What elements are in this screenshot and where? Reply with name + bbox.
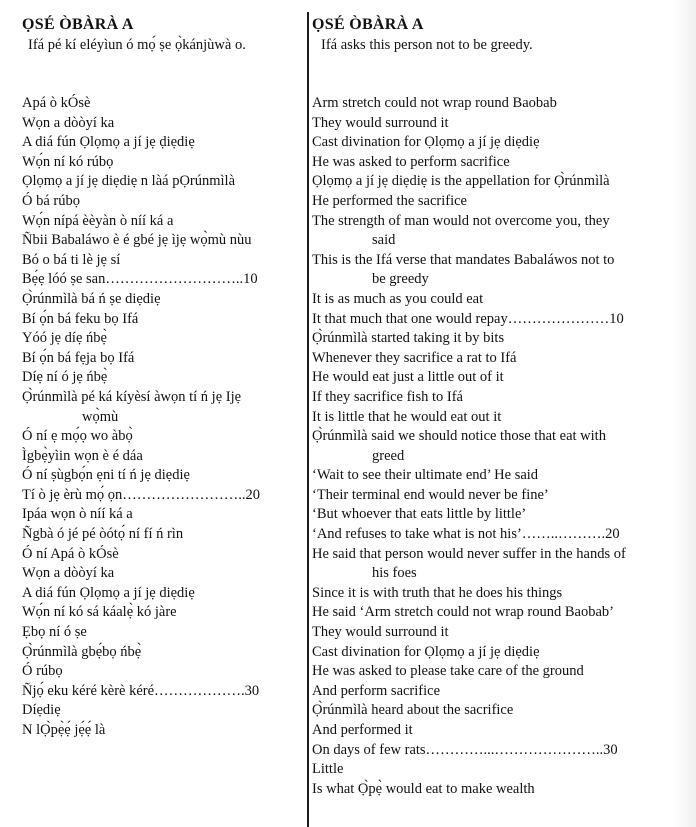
- english-verse-lines: [312, 94, 694, 799]
- verse-line: A diá fún Ọlọmọ a jí jẹ diẹdiẹ: [22, 584, 195, 601]
- verse-line: Little: [312, 761, 344, 778]
- verse-line: Is what Ọ̀pẹ̀ would eat to make wealth: [312, 780, 535, 797]
- verse-line: Ọ̀rúnmìlà pé ká kíyèsí àwọn tí ń jẹ Ijẹ: [22, 388, 242, 405]
- verse-line: Ó ní ṣùgbọ́n ẹni tí ń jẹ diẹdiẹ: [22, 467, 190, 484]
- verse-line: Ó ní ẹ mọ́ọ wo àbọ̀: [22, 428, 133, 445]
- verse-line: Ìgbẹ̀yìin wọn è é dáa: [22, 447, 143, 464]
- verse-line: ‘Their terminal end would never be fine’: [312, 486, 549, 503]
- verse-line: Ọ̀rúnmìlà gbẹ́bọ ńbẹ̀: [22, 643, 142, 660]
- verse-line: He would eat just a little out of it: [312, 369, 504, 386]
- verse-line: This is the Ifá verse that mandates Babaláwos not to: [312, 251, 615, 268]
- verse-line: They would surround it: [312, 624, 449, 641]
- verse-line: Ẹbọ ní ó ṣe: [22, 624, 87, 641]
- english-title: ỌSÉ ÒBÀRÀ A: [312, 16, 424, 33]
- verse-line: ‘And refuses to take what is not his’……..……….20: [312, 526, 620, 543]
- verse-line: And performed it: [312, 722, 413, 738]
- verse-line: ‘Wait to see their ultimate end’ He said: [312, 467, 539, 484]
- verse-line: Ọ̀rúnmìlà started taking it by bits: [312, 330, 505, 347]
- verse-line: Ọlọmọ a jí jẹ diẹdiẹ n làá pỌrúnmìlà: [22, 173, 236, 190]
- verse-line: wọ̀mù: [82, 408, 119, 425]
- verse-line: Since it is with truth that he does his things: [312, 584, 563, 601]
- verse-line: Wọ́n nípá èèyàn ò níí ká a: [22, 212, 174, 229]
- verse-line: Ọ̀rúnmìlà bá ń ṣe diẹdiẹ: [22, 290, 161, 307]
- verse-line: Bí ọ́n bá feku bọ Ifá: [22, 310, 139, 327]
- verse-line: Wọn a dòòyí ka: [22, 565, 115, 582]
- verse-line: Yóó jẹ díẹ ńbẹ̀: [22, 330, 107, 347]
- verse-line: The strength of man would not overcome you, they: [312, 212, 610, 229]
- verse-line: Tí ò jẹ èrù mọ́ ọn……………………..20: [22, 486, 261, 503]
- verse-line: Bó o bá ti lè jẹ sí: [22, 251, 121, 268]
- verse-line: Whenever they sacrifice a rat to Ifá: [312, 349, 517, 366]
- verse-line: Díẹ ní ó jẹ ńbẹ̀: [22, 369, 108, 386]
- verse-line: Ọ̀rúnmìlà heard about the sacrifice: [312, 702, 514, 719]
- verse-line: Bí ọ́n bá fẹja bọ Ifá: [22, 349, 135, 366]
- verse-line: Ñjọ́ eku kéré kèrè kéré……………….30: [22, 682, 260, 699]
- verse-line: And perform sacrifice: [312, 682, 441, 699]
- verse-line: Wọ́n ní kó rúbọ: [22, 153, 114, 170]
- verse-line: Wọ́n ní kó sá káalẹ̀ kó jàre: [22, 604, 177, 621]
- verse-line: Ñbii Babaláwo è é gbé jẹ ìjẹ wọ̀mù nùu: [22, 232, 252, 249]
- verse-line: Cast divination for Ọlọmọ a jí jẹ diẹdiẹ: [312, 643, 540, 660]
- verse-line: He performed the sacrifice: [312, 192, 467, 209]
- verse-line: A diá fún Ọlọmọ a jí jẹ ḍiẹdiẹ: [22, 134, 195, 151]
- verse-line: He said ‘Arm stretch could not wrap round Baobab’: [312, 604, 615, 621]
- verse-line: Ó rúbọ: [22, 663, 63, 680]
- verse-line: Ọ̀rúnmìlà said we should notice those that eat with: [312, 428, 606, 445]
- verse-line: be greedy: [372, 271, 429, 288]
- verse-line: Ñgbà ó jé pé òótọ́ ní fí ń rìn: [22, 526, 184, 543]
- verse-line: said: [372, 232, 396, 249]
- verse-line: Wọn a dòòyí ka: [22, 114, 115, 131]
- verse-line: Ipáa wọn ò níí ká a: [22, 506, 133, 523]
- verse-line: Bẹ́ẹ lóó ṣe san………………………..10: [22, 271, 258, 288]
- verse-line: It is as much as you could eat: [312, 290, 484, 307]
- yoruba-subtitle: Ifá pé kí eléyìun ó mọ́ ṣe ọ̀kánjùwà o.: [28, 37, 246, 53]
- verse-line: If they sacrifice fish to Ifá: [312, 388, 463, 405]
- verse-line: N lỌ̀pẹ̀ẹ́ jẹ́ẹ́ là: [22, 722, 106, 738]
- verse-line: Ọlọmọ a jí jẹ diẹdiẹ is the appellation for Ọ̀rúnmìlà: [312, 173, 610, 190]
- verse-line: Ó bá rúbọ: [22, 192, 80, 209]
- verse-line: Arm stretch could not wrap round Baobab: [312, 95, 557, 111]
- verse-line: Cast divination for Ọlọmọ a jí jẹ diẹdiẹ: [312, 134, 540, 151]
- verse-line: On days of few rats…………...…………………..30: [312, 741, 618, 758]
- verse-line: He was asked to please take care of the ground: [312, 663, 584, 680]
- verse-line: It that much that one would repay…………………10: [312, 310, 624, 327]
- english-subtitle: Ifá asks this person not to be greedy.: [321, 37, 533, 53]
- verse-line: They would surround it: [312, 114, 449, 131]
- verse-line: Apá ò kÓsè: [22, 95, 91, 111]
- verse-line: He was asked to perform sacrifice: [312, 153, 510, 170]
- column-divider: [307, 12, 309, 827]
- yoruba-verse-lines: [22, 94, 304, 741]
- verse-line: It is little that he would eat out it: [312, 408, 502, 425]
- verse-line: his foes: [372, 565, 417, 582]
- verse-line: ‘But whoever that eats little by little’: [312, 506, 527, 523]
- verse-line: greed: [372, 447, 405, 464]
- verse-line: Ó ní Apá ò kÓsè: [22, 545, 119, 562]
- verse-line: He said that person would never suffer in the hands of: [312, 545, 626, 562]
- yoruba-title: ỌSÉ ÒBÀRÀ A: [22, 16, 134, 33]
- verse-line: Díẹdiẹ: [22, 702, 61, 719]
